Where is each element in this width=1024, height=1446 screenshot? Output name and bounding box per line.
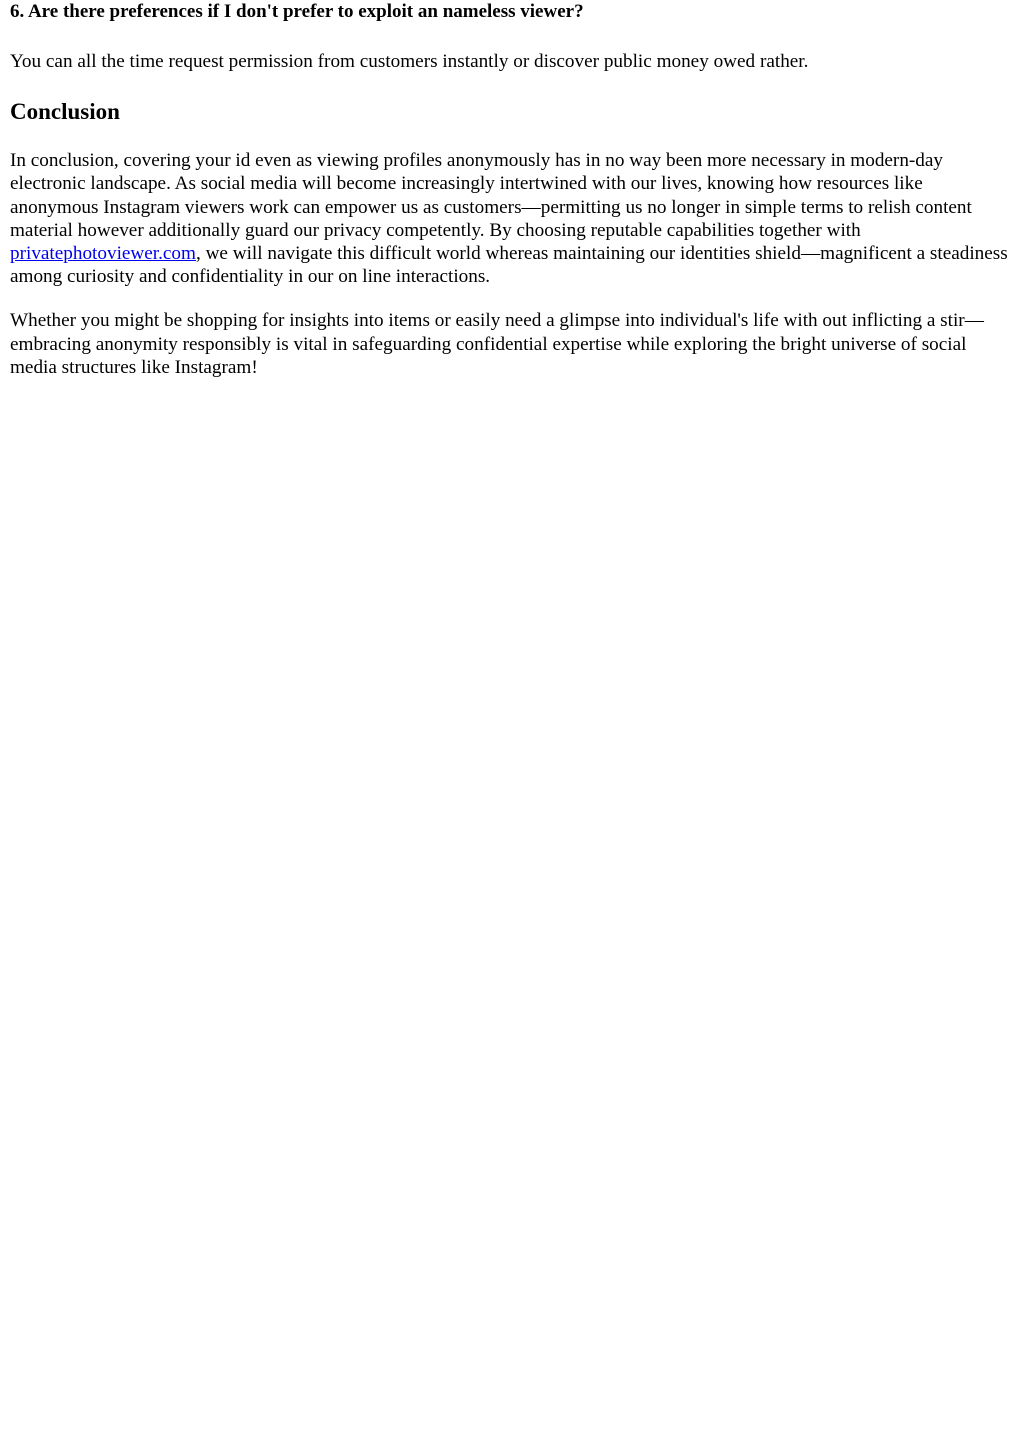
article-content xyxy=(0,0,1024,379)
faq-question-heading: 6. Are there preferences if I don't prefer to exploit an nameless viewer? xyxy=(10,1,584,22)
conclusion-text-after-link: , we will navigate this difficult world whereas maintaining our identities shield—magnificent a steadiness among curiosity and confidentiality in our on line interactions. xyxy=(10,243,1008,288)
faq-answer-text: You can all the time request permission from customers instantly or discover public money owed rather. xyxy=(10,51,809,72)
conclusion-heading: Conclusion xyxy=(10,99,120,125)
final-paragraph: Whether you might be shopping for insights into items or easily need a glimpse into individual's life with out inflicting a stir—embracing anonymity responsibly is vital in safeguarding confidential expertise while exploring the bright universe of social media structures like Instagram! xyxy=(10,310,984,378)
conclusion-text-before-link: In conclusion, covering your id even as viewing profiles anonymously has in no way been more necessary in modern-day electronic landscape. As social media will become increasingly intertwined with our lives, knowing how resources like anonymous Instagram viewers work can empower us as customers—permitting us no longer in simple terms to relish content material however additionally guard our privacy competently. By choosing reputable capabilities together with xyxy=(10,150,972,241)
conclusion-paragraph xyxy=(10,149,1014,288)
privatephotoviewer-link[interactable]: privatephotoviewer.com xyxy=(10,243,196,265)
